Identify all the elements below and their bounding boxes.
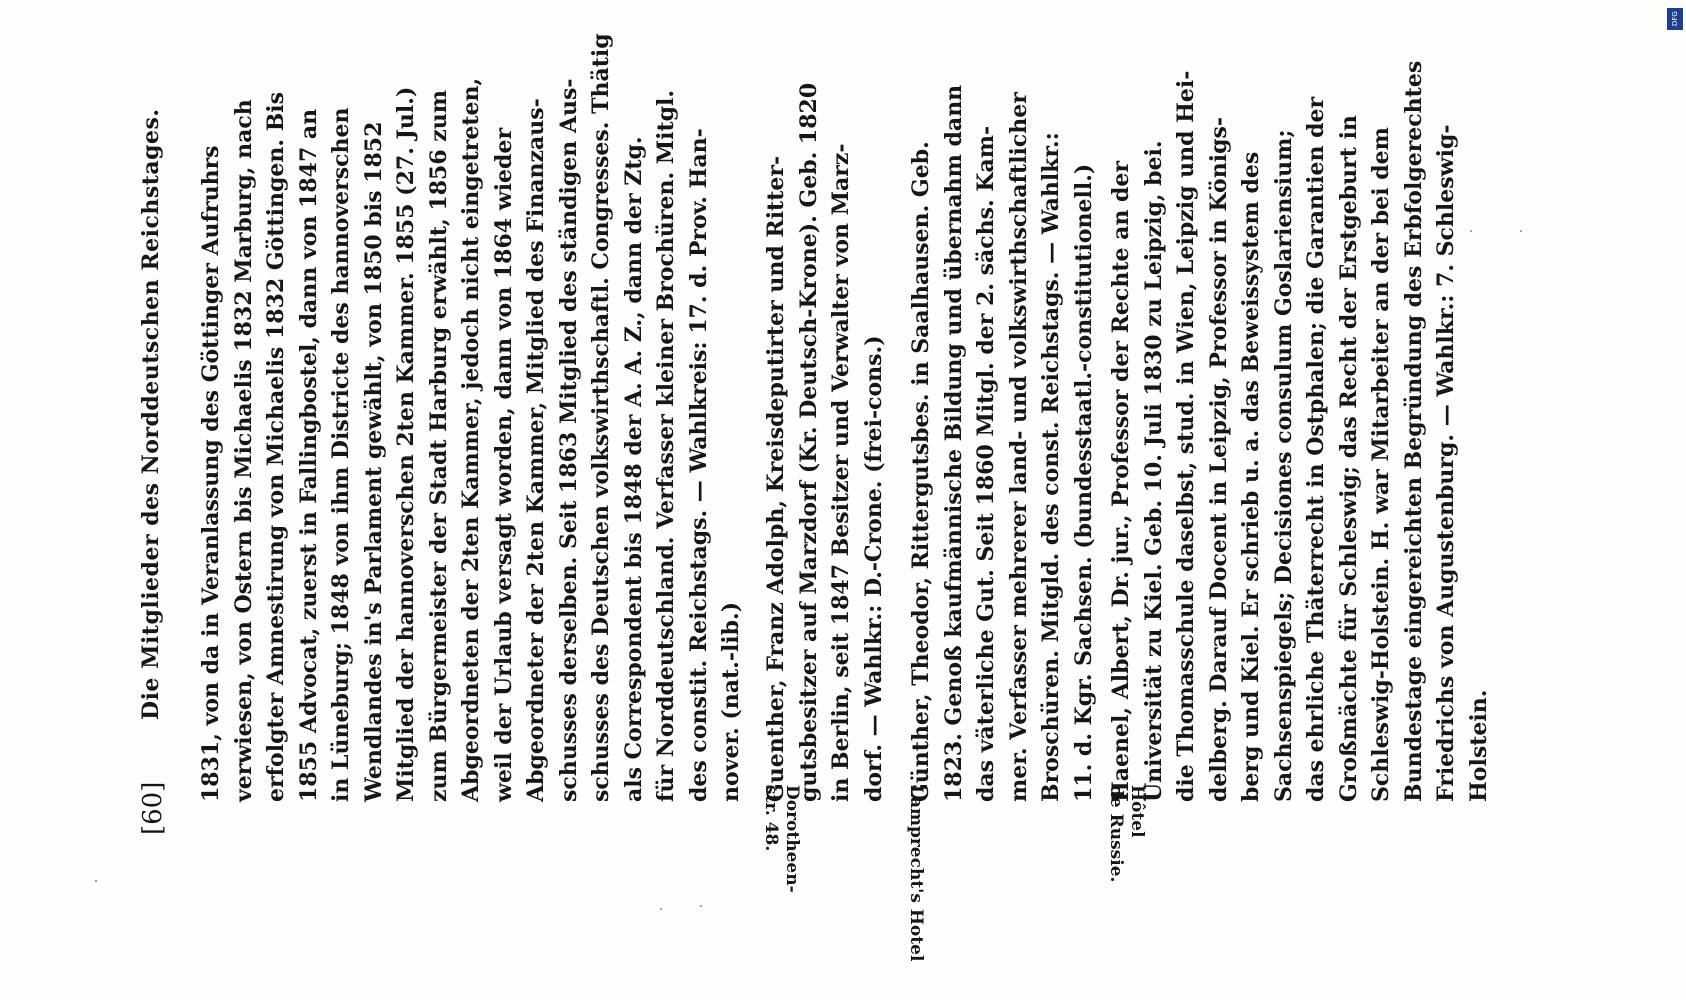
text-line: in Lüneburg; 1848 von ihm Districte des hannoverschen — [328, 107, 354, 802]
stamp-text — [1656, 0, 1672, 400]
text-line: des constit. Reichstags. — Wahlkreis: 17. d. Prov. Han- — [685, 128, 712, 802]
entry-continuation — [195, 33, 748, 802]
text-line: Holstein. — [1465, 689, 1492, 802]
scan-speck — [1520, 230, 1522, 232]
margin-address-dorotheenstr — [760, 785, 802, 945]
text-line: 1855 Advocat, zuerst in Fallingbostel, dann von 1847 an — [295, 108, 322, 802]
text-line: Wendlandes in's Parlament gewählt, von 1850 bis 1852 — [360, 121, 387, 802]
text-line: Universität zu Kiel. Geb. 10. Juli 1830 zu Leipzig, bei. — [1140, 140, 1167, 802]
text-line: Mitglied der hannoverschen 2ten Kammer. 1855 (27. Jul.) — [393, 86, 419, 802]
text-line: die Thomasschule daselbst, stud. in Wien, Leipzig und Hei- — [1173, 70, 1199, 802]
page-number: [60] — [138, 781, 168, 835]
margin-line: Lamprecht's Hotel — [906, 785, 926, 962]
text-line: erfolgter Amnestirung von Michaelis 1832 Göttingen. Bis — [263, 91, 289, 802]
digitization-stamp — [1652, 0, 1686, 1000]
margin-line: str. 48. — [761, 785, 781, 852]
text-line: Großmächte für Schleswig; das Recht der Erstgeburt in — [1335, 115, 1362, 802]
text-line: mer. Verfasser mehrerer land- und volkswirthschaftlicher — [1005, 92, 1032, 802]
margin-line: de Russie. — [1106, 785, 1126, 883]
text-line: Bundestage eingereichten Begründung des Erbfolgerechtes — [1400, 60, 1427, 802]
entry-guenther — [760, 83, 890, 802]
margin-line: Dorotheen- — [782, 785, 802, 893]
scan-speck — [660, 908, 662, 910]
text-line: 11. d. Kgr. Sachsen. (bundesstaatl.-constitutionell.) — [1070, 163, 1097, 802]
margin-line: Hôtel — [1127, 785, 1147, 838]
text-line: 1831, von da in Veranlassung des Göttinger Aufruhrs — [198, 145, 224, 802]
scan-speck — [95, 880, 97, 882]
text-line: als Correspondent bis 1848 der A. A. Z., dann der Ztg. — [620, 136, 647, 802]
text-line: das väterliche Gut. Seit 1860 Mitgl. der 2. sächs. Kam- — [973, 125, 999, 802]
margin-address-hotel-de-russie — [1105, 785, 1147, 945]
text-line: delberg. Darauf Docent in Leipzig, Professor in Königs- — [1205, 117, 1232, 802]
entry-haenel — [1105, 61, 1495, 802]
dfg-logo-icon: DFG — [1667, 8, 1683, 30]
text-line: schusses derselben. Seit 1863 Mitglied des ständigen Aus- — [555, 78, 582, 802]
text-line: Broschüren. Mitgld. des const. Reichstags. — Wahlkr.: — [1038, 132, 1064, 802]
page-header — [138, 15, 170, 835]
text-line: für Norddeutschland. Verfasser kleiner Brochüren. Mitgl. — [653, 89, 679, 802]
scan-speck — [700, 905, 702, 907]
text-line: dorf. — Wahlkr.: D.-Crone. (frei-cons.) — [860, 335, 887, 802]
text-line: schusses des Deutschen volkswirthschaftl. Congresses. Thätig — [588, 33, 614, 802]
text-line: Günther, Theodor, Rittergutsbes. in Saalhausen. Geb. — [908, 141, 934, 802]
text-line: weil der Urlaub versagt worden, dann von 1864 wieder — [490, 127, 517, 802]
text-line: Abgeordneten der 2ten Kammer, jedoch nicht eingetreten, — [458, 77, 484, 802]
scan-speck — [1470, 230, 1472, 232]
text-line: in Berlin, seit 1847 Besitzer und Verwalter von Marz- — [828, 143, 854, 802]
entry-guenther-theodor — [905, 85, 1100, 802]
text-line: berg und Kiel. Er schrieb u. a. das Beweissystem des — [1238, 151, 1264, 802]
text-line: verwiesen, von Ostern bis Michaelis 1832 Marburg, nach — [230, 99, 257, 802]
text-line: nover. (nat.-lib.) — [718, 601, 744, 802]
margin-address-lamprecht-hotel — [905, 785, 926, 962]
running-title: Die Mitglieder des Norddeutschen Reichstages. — [138, 108, 164, 720]
text-line: gutsbesitzer auf Marzdorf (Kr. Deutsch-Krone). Geb. 1820 — [795, 82, 822, 802]
text-line: Schleswig-Holstein. H. war Mitarbeiter an der bei dem — [1368, 127, 1394, 802]
text-line: Abgeordneter der 2ten Kammer, Mitglied des Finanzaus- — [523, 98, 549, 802]
text-line: zum Bürgermeister der Stadt Harburg erwählt, 1856 zum — [425, 89, 452, 802]
text-line: Sachsenspiegels; Decisiones consulum Goslariensium; — [1270, 129, 1297, 802]
text-line: Haenel, Albert, Dr. jur., Professor der Rechte an der — [1108, 160, 1134, 802]
text-line: das ehrliche Thäterrecht in Ostphalen; die Garantien der — [1303, 96, 1329, 802]
text-line: 1823. Genoß kaufmännische Bildung und übernahm dann — [940, 84, 967, 802]
text-line: Guenther, Franz Adolph, Kreisdeputirter und Ritter- — [763, 155, 789, 802]
text-line: Friedrichs von Augustenburg. — Wahlkr.: 7. Schleswig- — [1433, 124, 1459, 802]
